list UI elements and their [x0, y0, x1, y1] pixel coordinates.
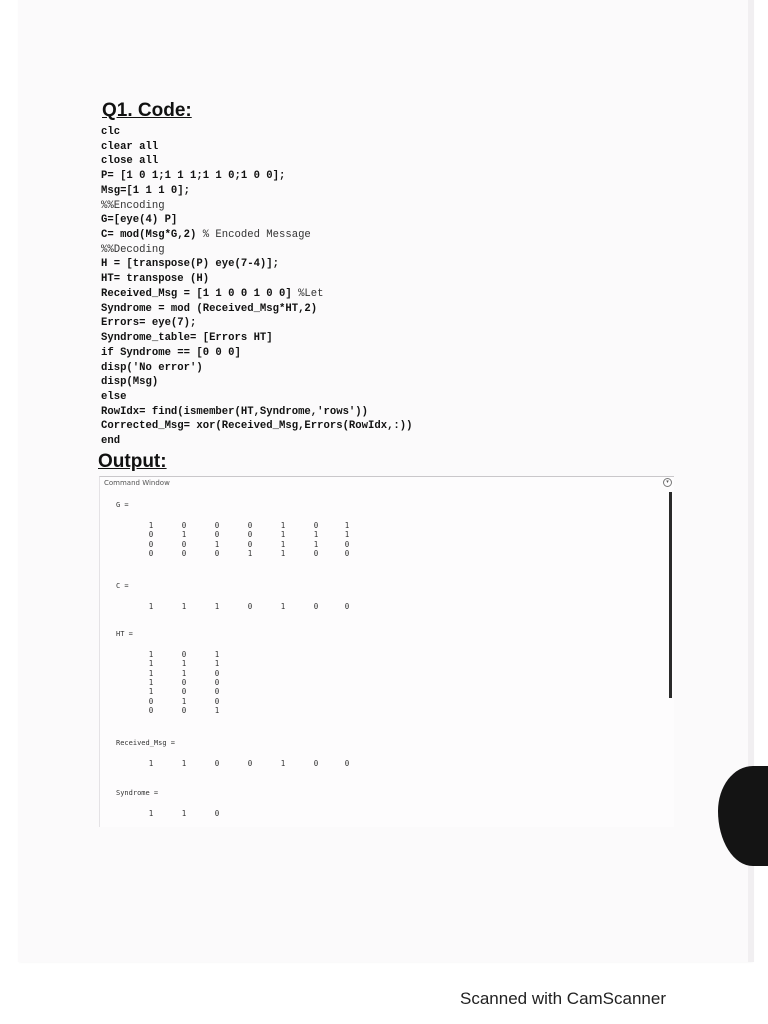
matrix-value: 1 — [214, 705, 220, 715]
matrix-value: 1 — [181, 659, 187, 669]
code-line — [101, 125, 413, 140]
output-variable-label: G = — [116, 501, 129, 509]
matrix-value: 1 — [148, 602, 154, 611]
code-line — [101, 331, 413, 346]
matrix-value: 1 — [280, 521, 286, 530]
matrix-value: 0 — [148, 696, 154, 706]
code-line — [101, 154, 413, 169]
matrix-value: 1 — [280, 539, 286, 549]
matrix-value: 1 — [214, 539, 220, 549]
code-text: Syndrome = mod (Received_Msg*HT,2) — [101, 302, 318, 315]
matrix-value: 1 — [148, 668, 154, 678]
matrix-value: 1 — [280, 548, 286, 558]
matrix-value: 1 — [148, 687, 154, 697]
code-text: clear all — [101, 140, 159, 153]
matrix-value: 0 — [181, 677, 187, 687]
code-text: P= [1 0 1;1 1 1;1 1 0;1 0 0]; — [101, 170, 286, 183]
matrix-value: 0 — [344, 539, 350, 549]
code-heading: Q1. Code: — [102, 100, 192, 121]
code-text: end — [101, 435, 121, 448]
matrix-value: 1 — [280, 759, 286, 768]
output-variable-label: C = — [116, 582, 129, 590]
matrix-value: 1 — [214, 659, 220, 669]
matrix-value: 0 — [181, 548, 187, 558]
code-line — [101, 228, 413, 243]
matrix-value: 0 — [214, 809, 220, 818]
code-line — [101, 272, 413, 287]
code-line — [101, 375, 413, 390]
matrix-value: 0 — [313, 759, 319, 768]
matrix-value: 0 — [344, 602, 350, 611]
code-text: RowIdx= find(ismember(HT,Syndrome,'rows')) — [101, 405, 369, 418]
matrix-value: 0 — [181, 539, 187, 549]
output-heading: Output: — [98, 451, 167, 472]
code-comment: %%Decoding — [101, 243, 165, 256]
matrix-value: 1 — [181, 602, 187, 611]
matrix-value: 0 — [214, 548, 220, 558]
matrix-value: 1 — [344, 521, 350, 530]
matrix-value: 0 — [214, 677, 220, 687]
matrix-value: 0 — [313, 602, 319, 611]
matrix-value: 1 — [181, 530, 187, 540]
output-variable-label: Syndrome = — [116, 789, 159, 797]
matrix-value: 1 — [181, 668, 187, 678]
code-line — [101, 140, 413, 155]
matrix-value: 0 — [148, 548, 154, 558]
matrix-value: 0 — [247, 521, 253, 530]
code-text: G=[eye(4) P] — [101, 214, 178, 227]
matrix-value: 0 — [148, 705, 154, 715]
matrix-value: 1 — [280, 602, 286, 611]
code-comment: %Let — [298, 287, 324, 300]
code-line — [101, 419, 413, 434]
matrix-value: 0 — [148, 530, 154, 540]
code-line — [101, 199, 413, 214]
scrollbar — [669, 492, 672, 698]
matrix-value: 0 — [181, 687, 187, 697]
code-line — [101, 405, 413, 420]
code-line — [101, 213, 413, 228]
matrix-value: 0 — [313, 548, 319, 558]
matrix-value: 0 — [214, 521, 220, 530]
command-window-title: Command Window — [104, 479, 170, 487]
output-variable-label: Received_Msg = — [116, 739, 176, 747]
matrix-value: 1 — [344, 530, 350, 540]
code-text: Corrected_Msg= xor(Received_Msg,Errors(RowIdx,:)) — [101, 420, 413, 433]
code-line — [101, 302, 413, 317]
code-text: disp(Msg) — [101, 376, 159, 389]
matrix-value: 1 — [148, 659, 154, 669]
command-window-screenshot — [99, 476, 674, 827]
matrix-value: 1 — [148, 521, 154, 530]
matrix-value: 0 — [344, 759, 350, 768]
code-line — [101, 316, 413, 331]
matrix-value: 0 — [247, 602, 253, 611]
code-text: disp('No error') — [101, 361, 203, 374]
code-text: if Syndrome == [0 0 0] — [101, 346, 241, 359]
code-text: clc — [101, 126, 121, 138]
code-text: Msg=[1 1 1 0]; — [101, 184, 191, 197]
code-line — [101, 257, 413, 272]
matrix-value: 1 — [214, 650, 220, 659]
matrix-value: 1 — [148, 759, 154, 768]
window-options-icon: ▾ — [663, 478, 672, 487]
matrix-value: 0 — [214, 759, 220, 768]
matrix-value: 1 — [247, 548, 253, 558]
code-text: else — [101, 390, 127, 403]
matrix-value: 1 — [181, 809, 187, 818]
matrix-value: 1 — [313, 530, 319, 540]
matrix-value: 0 — [247, 759, 253, 768]
code-comment: % Encoded Message — [202, 229, 311, 242]
matrix-value: 0 — [181, 650, 187, 659]
matrix-value: 1 — [313, 539, 319, 549]
matrix-value: 0 — [181, 705, 187, 715]
matrix-value: 1 — [148, 809, 154, 818]
code-comment: %%Encoding — [101, 199, 165, 212]
matrix-value: 0 — [344, 548, 350, 558]
matrix-value: 1 — [148, 650, 154, 659]
matrix-value: 1 — [181, 759, 187, 768]
matrix-value: 1 — [214, 602, 220, 611]
matrix-value: 1 — [181, 696, 187, 706]
code-text: Received_Msg = [1 1 0 0 1 0 0] — [101, 287, 299, 300]
code-line — [101, 184, 413, 199]
code-line — [101, 243, 413, 258]
code-line — [101, 434, 413, 449]
matrix-value: 0 — [214, 696, 220, 706]
matrix-value: 0 — [181, 521, 187, 530]
code-line — [101, 346, 413, 361]
code-text: Errors= eye(7); — [101, 317, 197, 330]
code-line — [101, 287, 413, 302]
matrix-value: 0 — [313, 521, 319, 530]
matrix-value: 0 — [247, 539, 253, 549]
matrix-value: 1 — [280, 530, 286, 540]
code-line — [101, 169, 413, 184]
matrix-value: 0 — [247, 530, 253, 540]
matrix-value: 0 — [148, 539, 154, 549]
matrix-value: 0 — [214, 687, 220, 697]
code-line — [101, 361, 413, 376]
matrix-value: 0 — [214, 668, 220, 678]
code-text: C= mod(Msg*G,2) — [101, 229, 203, 242]
code-text: HT= transpose (H) — [101, 273, 210, 286]
code-line — [101, 390, 413, 405]
output-variable-label: HT = — [116, 630, 133, 638]
matrix-value: 0 — [214, 530, 220, 540]
code-text: H = [transpose(P) eye(7-4)]; — [101, 258, 280, 271]
matlab-code-block — [101, 125, 413, 449]
code-text: close all — [101, 155, 159, 168]
camscanner-watermark: Scanned with CamScanner — [460, 989, 667, 1008]
code-text: Syndrome_table= [Errors HT] — [101, 332, 273, 345]
matrix-value: 1 — [148, 677, 154, 687]
